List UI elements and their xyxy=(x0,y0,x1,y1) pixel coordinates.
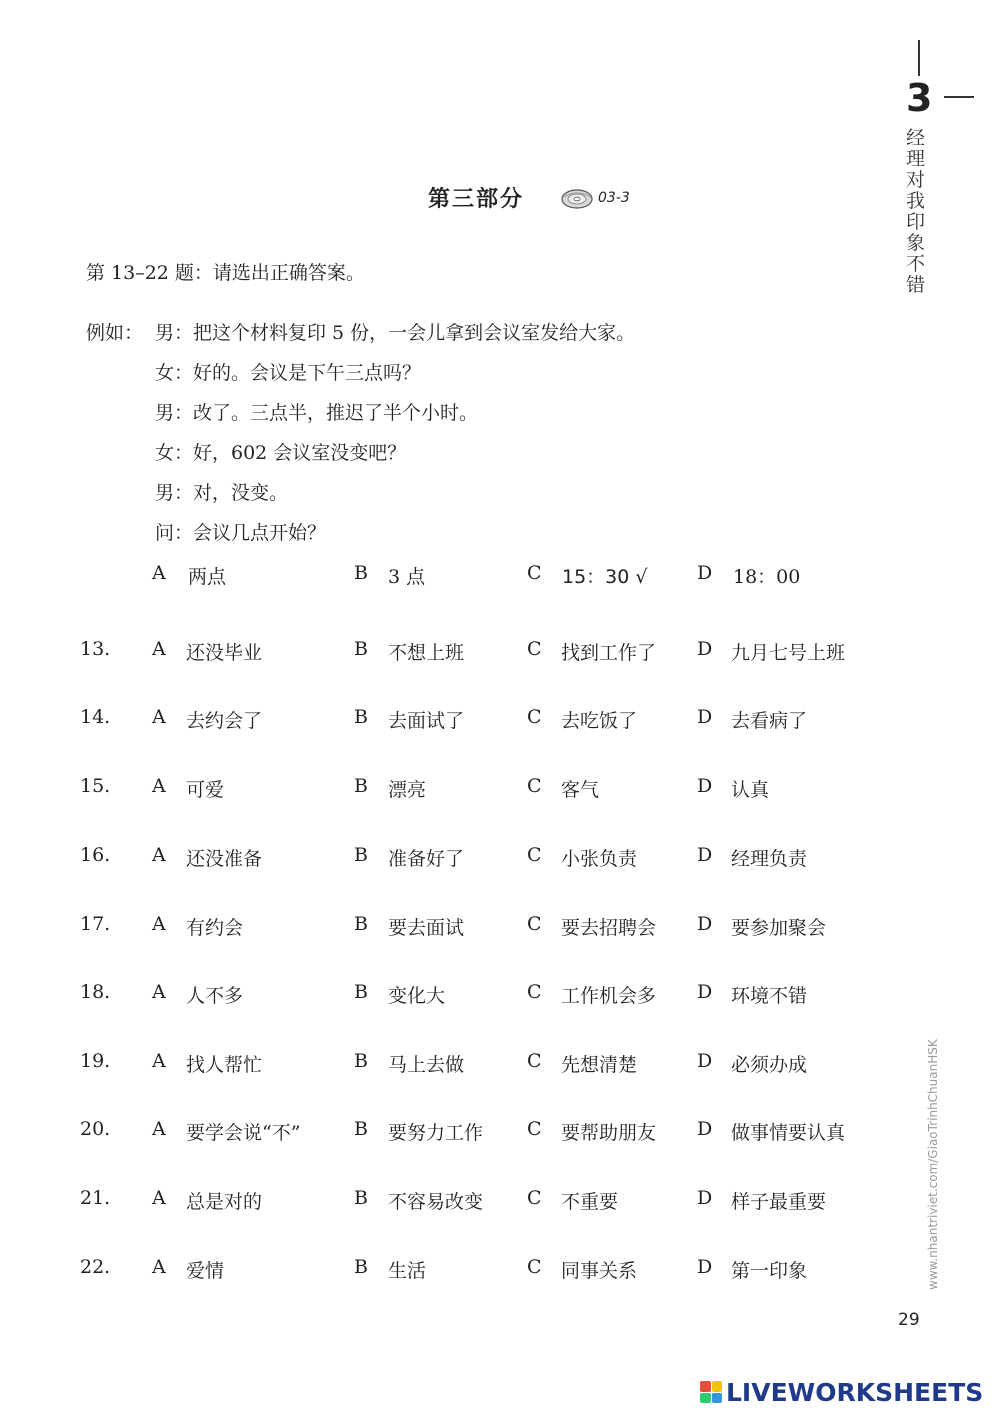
section-title: 第三部分 xyxy=(428,187,525,212)
option-letter: C xyxy=(527,562,542,584)
option-letter: A xyxy=(152,981,166,1003)
option-letter: B xyxy=(354,1256,368,1278)
option-letter: D xyxy=(697,913,713,935)
answer-option[interactable]: 要去面试 xyxy=(388,917,465,939)
answer-option[interactable]: 不容易改变 xyxy=(388,1191,484,1213)
option-letter: D xyxy=(697,981,713,1003)
answer-option[interactable]: 变化大 xyxy=(388,985,446,1007)
answer-option[interactable]: 总是对的 xyxy=(186,1191,263,1213)
option-letter: D xyxy=(697,638,713,660)
option-letter: A xyxy=(152,638,166,660)
option-letter: B xyxy=(354,706,368,728)
option-text: 3 点 xyxy=(388,566,426,588)
answer-option[interactable]: 小张负责 xyxy=(561,848,638,870)
option-letter: A xyxy=(152,1187,166,1209)
sidebar-dash xyxy=(944,96,974,98)
question-number: 16. xyxy=(80,844,111,866)
question-number: 22. xyxy=(80,1256,111,1278)
question-number: 13. xyxy=(80,638,111,660)
option-letter: B xyxy=(354,913,368,935)
option-letter: D xyxy=(697,1050,713,1072)
option-letter: A xyxy=(152,706,166,728)
answer-option[interactable]: 同事关系 xyxy=(561,1260,638,1282)
answer-option[interactable]: 去看病了 xyxy=(731,710,808,732)
answer-option[interactable]: 找人帮忙 xyxy=(186,1054,263,1076)
example-label: 例如： xyxy=(86,322,144,344)
example-line: 女：好的。会议是下午三点吗？ xyxy=(155,362,422,384)
option-letter: C xyxy=(527,706,542,728)
answer-option[interactable]: 要参加聚会 xyxy=(731,917,827,939)
answer-option[interactable]: 九月七号上班 xyxy=(731,642,846,664)
watermark xyxy=(912,1000,940,1300)
option-letter: C xyxy=(527,1256,542,1278)
answer-option[interactable]: 爱情 xyxy=(186,1260,225,1282)
option-letter: B xyxy=(354,638,368,660)
option-letter: A xyxy=(152,913,166,935)
option-letter: A xyxy=(152,1118,166,1140)
answer-option[interactable]: 漂亮 xyxy=(388,779,427,801)
example-line: 男：把这个材料复印 5 份，一会儿拿到会议室发给大家。 xyxy=(155,322,636,344)
question-number: 20. xyxy=(80,1118,111,1140)
option-letter: C xyxy=(527,1187,542,1209)
answer-option[interactable]: 认真 xyxy=(731,779,770,801)
option-letter: C xyxy=(527,981,542,1003)
instructions: 第 13–22 题：请选出正确答案。 xyxy=(86,262,365,284)
option-letter: D xyxy=(697,1256,713,1278)
answer-option[interactable]: 样子最重要 xyxy=(731,1191,827,1213)
option-letter: A xyxy=(152,562,166,584)
answer-option[interactable]: 客气 xyxy=(561,779,600,801)
answer-option[interactable]: 工作机会多 xyxy=(561,985,657,1007)
option-text: 18：00 xyxy=(733,566,801,588)
option-text-correct: 15：30 √ xyxy=(562,566,648,588)
question-number: 17. xyxy=(80,913,111,935)
answer-option[interactable]: 第一印象 xyxy=(731,1260,808,1282)
question-number: 21. xyxy=(80,1187,111,1209)
track-code: 03-3 xyxy=(598,190,630,206)
option-letter: A xyxy=(152,775,166,797)
answer-option[interactable]: 环境不错 xyxy=(731,985,808,1007)
option-letter: B xyxy=(354,1050,368,1072)
answer-option[interactable]: 准备好了 xyxy=(388,848,465,870)
sidebar-rule xyxy=(918,40,920,76)
option-letter: D xyxy=(697,562,713,584)
option-letter: B xyxy=(354,1118,368,1140)
option-letter: B xyxy=(354,775,368,797)
option-letter: B xyxy=(354,1187,368,1209)
option-letter: D xyxy=(697,1187,713,1209)
option-letter: B xyxy=(354,981,368,1003)
answer-option[interactable]: 不想上班 xyxy=(388,642,465,664)
question-number: 15. xyxy=(80,775,111,797)
option-letter: D xyxy=(697,775,713,797)
option-letter: C xyxy=(527,913,542,935)
answer-option[interactable]: 要努力工作 xyxy=(388,1122,484,1144)
option-letter: D xyxy=(697,1118,713,1140)
question-number: 18. xyxy=(80,981,111,1003)
answer-option[interactable]: 要学会说“不” xyxy=(186,1122,301,1144)
answer-option[interactable]: 去约会了 xyxy=(186,710,263,732)
answer-option[interactable]: 找到工作了 xyxy=(561,642,657,664)
option-text: 两点 xyxy=(188,566,227,588)
answer-option[interactable]: 不重要 xyxy=(561,1191,619,1213)
example-line: 问：会议几点开始？ xyxy=(155,522,327,544)
brand-logo-icon xyxy=(700,1381,722,1403)
answer-option[interactable]: 生活 xyxy=(388,1260,427,1282)
answer-option[interactable]: 要去招聘会 xyxy=(561,917,657,939)
example-line: 女：好，602 会议室没变吧？ xyxy=(155,442,407,464)
answer-option[interactable]: 去吃饭了 xyxy=(561,710,638,732)
answer-option[interactable]: 必须办成 xyxy=(731,1054,808,1076)
option-letter: D xyxy=(697,844,713,866)
option-letter: C xyxy=(527,1118,542,1140)
option-letter: A xyxy=(152,1256,166,1278)
page-number: 29 xyxy=(898,1310,920,1330)
chapter-number: 3 xyxy=(906,76,933,120)
example-line: 男：对，没变。 xyxy=(155,482,289,504)
answer-option[interactable]: 做事情要认真 xyxy=(731,1122,846,1144)
option-letter: C xyxy=(527,844,542,866)
watermark-text: www.nhantriviet.com/GiaoTrinhChuanHSK xyxy=(926,1039,940,1290)
option-letter: C xyxy=(527,775,542,797)
cd-audio-icon[interactable] xyxy=(560,186,594,210)
option-letter: C xyxy=(527,638,542,660)
example-line: 男：改了。三点半，推迟了半个小时。 xyxy=(155,402,479,424)
option-letter: A xyxy=(152,844,166,866)
answer-option[interactable]: 要帮助朋友 xyxy=(561,1122,657,1144)
option-letter: D xyxy=(697,706,713,728)
option-letter: C xyxy=(527,1050,542,1072)
answer-option[interactable]: 经理负责 xyxy=(731,848,808,870)
question-number: 19. xyxy=(80,1050,111,1072)
answer-option[interactable]: 先想清楚 xyxy=(561,1054,638,1076)
option-letter: A xyxy=(152,1050,166,1072)
option-letter: B xyxy=(354,562,368,584)
answer-option[interactable]: 还没准备 xyxy=(186,848,263,870)
answer-option[interactable]: 人不多 xyxy=(186,985,244,1007)
answer-option[interactable]: 还没毕业 xyxy=(186,642,263,664)
answer-option[interactable]: 马上去做 xyxy=(388,1054,465,1076)
question-number: 14. xyxy=(80,706,111,728)
answer-option[interactable]: 有约会 xyxy=(186,917,244,939)
answer-option[interactable]: 去面试了 xyxy=(388,710,465,732)
brand-name: LIVEWORKSHEETS xyxy=(726,1377,984,1407)
answer-option[interactable]: 可爱 xyxy=(186,779,225,801)
chapter-title: 经理对我印象不错 xyxy=(906,127,926,296)
option-letter: B xyxy=(354,844,368,866)
brand[interactable] xyxy=(700,1378,983,1406)
